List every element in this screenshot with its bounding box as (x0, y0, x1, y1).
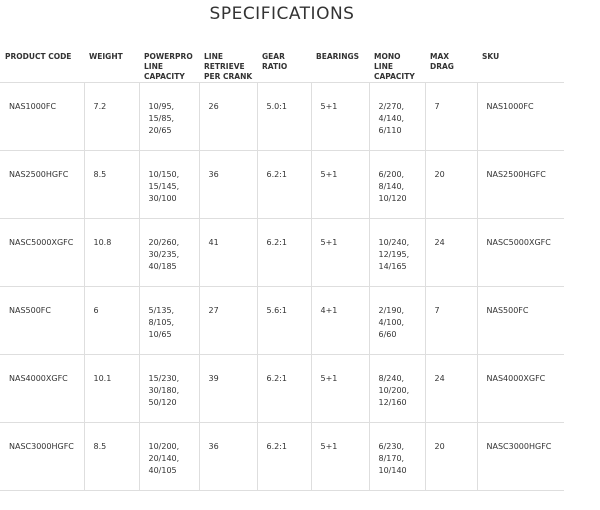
cell-product-code: NASC5000XGFC (0, 219, 84, 287)
header-powerpro-line-capacity: POWERPRO LINE CAPACITY (144, 52, 193, 81)
cell-gear-ratio: 6.2:1 (257, 151, 311, 219)
cell-mono-capacity: 6/200, 8/140, 10/120 (369, 151, 425, 219)
cell-mono-capacity: 10/240, 12/195, 14/165 (369, 219, 425, 287)
header-sku: SKU (482, 52, 500, 61)
cell-sku: NASC5000XGFC (477, 219, 564, 287)
cell-line-retrieve: 39 (199, 355, 257, 423)
cell-product-code: NAS500FC (0, 287, 84, 355)
cell-powerpro-capacity: 10/200, 20/140, 40/105 (139, 423, 199, 491)
cell-bearings: 4+1 (311, 287, 369, 355)
cell-sku: NASC3000HGFC (477, 423, 564, 491)
header-gear-ratio: GEAR RATIO (262, 52, 288, 71)
cell-line-retrieve: 36 (199, 151, 257, 219)
cell-line-retrieve: 36 (199, 423, 257, 491)
cell-bearings: 5+1 (311, 83, 369, 151)
cell-powerpro-capacity: 15/230, 30/180, 50/120 (139, 355, 199, 423)
cell-weight: 7.2 (84, 83, 139, 151)
table-row (0, 219, 564, 287)
cell-mono-capacity: 6/230, 8/170, 10/140 (369, 423, 425, 491)
header-product-code: PRODUCT CODE (5, 52, 72, 61)
cell-sku: NAS2500HGFC (477, 151, 564, 219)
cell-sku: NAS500FC (477, 287, 564, 355)
cell-max-drag: 7 (425, 287, 477, 355)
cell-line-retrieve: 27 (199, 287, 257, 355)
header-line-retrieve: LINE RETRIEVE PER CRANK (204, 52, 253, 81)
cell-bearings: 5+1 (311, 423, 369, 491)
cell-bearings: 5+1 (311, 219, 369, 287)
cell-mono-capacity: 2/270, 4/140, 6/110 (369, 83, 425, 151)
cell-max-drag: 7 (425, 83, 477, 151)
cell-gear-ratio: 6.2:1 (257, 219, 311, 287)
specifications-table (0, 46, 564, 491)
cell-weight: 6 (84, 287, 139, 355)
table-row (0, 423, 564, 491)
cell-bearings: 5+1 (311, 151, 369, 219)
header-weight: WEIGHT (89, 52, 123, 61)
page-title: SPECIFICATIONS (209, 4, 355, 24)
cell-gear-ratio: 6.2:1 (257, 355, 311, 423)
table-row (0, 83, 564, 151)
table-row (0, 355, 564, 423)
header-mono-line-capacity: MONO LINE CAPACITY (374, 52, 415, 81)
cell-gear-ratio: 6.2:1 (257, 423, 311, 491)
cell-weight: 8.5 (84, 151, 139, 219)
cell-product-code: NASC3000HGFC (0, 423, 84, 491)
cell-weight: 10.8 (84, 219, 139, 287)
cell-sku: NAS1000FC (477, 83, 564, 151)
cell-sku: NAS4000XGFC (477, 355, 564, 423)
cell-weight: 8.5 (84, 423, 139, 491)
header-bearings: BEARINGS (316, 52, 360, 61)
cell-line-retrieve: 41 (199, 219, 257, 287)
cell-bearings: 5+1 (311, 355, 369, 423)
cell-gear-ratio: 5.6:1 (257, 287, 311, 355)
cell-product-code: NAS1000FC (0, 83, 84, 151)
cell-max-drag: 20 (425, 151, 477, 219)
cell-powerpro-capacity: 20/260, 30/235, 40/185 (139, 219, 199, 287)
cell-max-drag: 24 (425, 219, 477, 287)
table-row (0, 151, 564, 219)
cell-gear-ratio: 5.0:1 (257, 83, 311, 151)
cell-line-retrieve: 26 (199, 83, 257, 151)
cell-mono-capacity: 2/190, 4/100, 6/60 (369, 287, 425, 355)
header-max-drag: MAX DRAG (430, 52, 454, 71)
cell-max-drag: 20 (425, 423, 477, 491)
cell-powerpro-capacity: 10/150, 15/145, 30/100 (139, 151, 199, 219)
cell-max-drag: 24 (425, 355, 477, 423)
cell-mono-capacity: 8/240, 10/200, 12/160 (369, 355, 425, 423)
table-header-row (0, 46, 564, 83)
cell-weight: 10.1 (84, 355, 139, 423)
cell-powerpro-capacity: 5/135, 8/105, 10/65 (139, 287, 199, 355)
cell-powerpro-capacity: 10/95, 15/85, 20/65 (139, 83, 199, 151)
table-row (0, 287, 564, 355)
cell-product-code: NAS2500HGFC (0, 151, 84, 219)
cell-product-code: NAS4000XGFC (0, 355, 84, 423)
